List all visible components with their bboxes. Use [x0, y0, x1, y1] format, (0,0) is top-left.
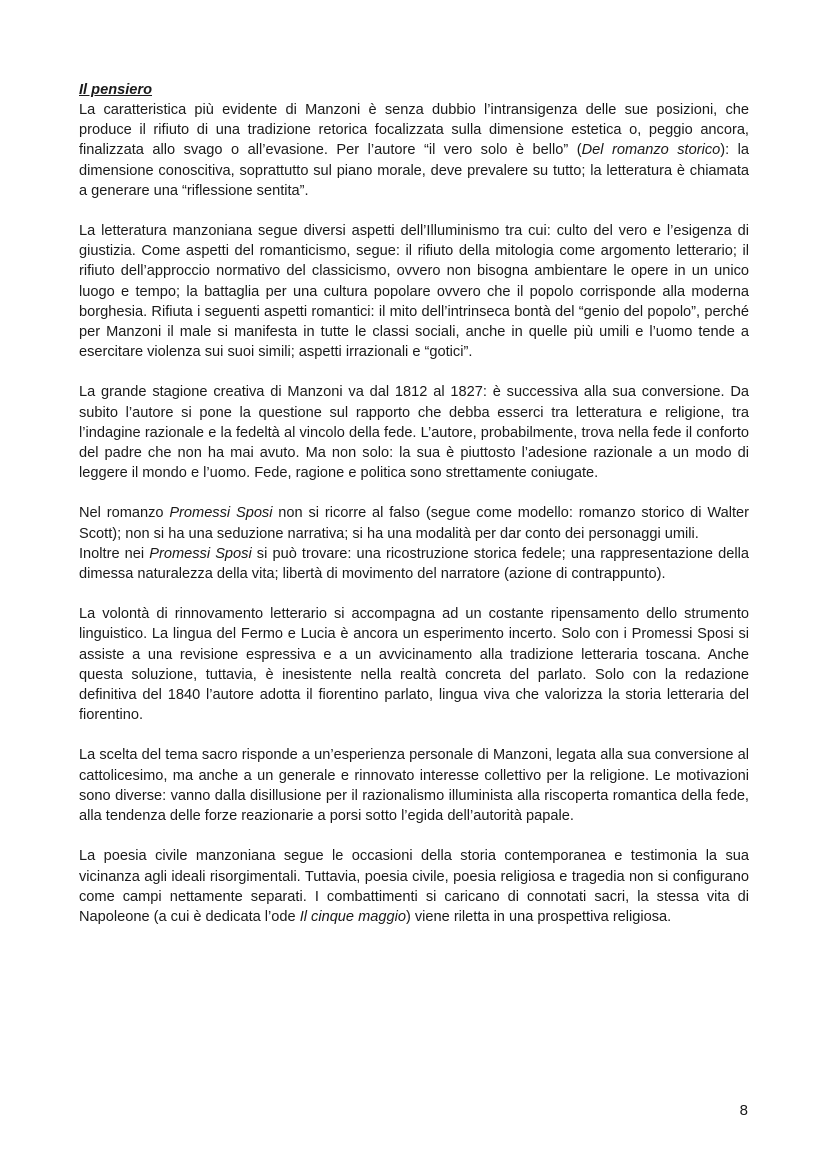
text-run: La poesia civile manzoniana segue le occasioni della storia contemporanea e testimonia la sua vicinanza agli ideali risorgimentali. Tuttavia, poesia civile, poesia religiosa e tragedia non si configurano come campi nettamente separati. I combattimenti si caricano di connotati sacri, la stessa vita di Napoleone (a cui è dedicata l’ode	[79, 848, 749, 925]
paragraph-1	[79, 100, 749, 201]
italic-title: Promessi Sposi	[169, 505, 273, 522]
paragraph-3	[79, 382, 749, 483]
paragraph-7	[79, 745, 749, 826]
paragraph-8	[79, 846, 749, 927]
paragraph-4	[79, 503, 749, 543]
paragraph-6	[79, 604, 749, 725]
text-run: ): la dimensione conoscitiva, soprattutto sul piano morale, deve prevalere su tutto; la letteratura è chiamata a generare una “riflessione sentita”.	[79, 142, 749, 199]
paragraph-5	[79, 544, 749, 584]
text-run: ) viene riletta in una prospettiva religiosa.	[405, 908, 672, 925]
section-heading: Il pensiero	[79, 82, 152, 98]
italic-title: Promessi Sposi	[149, 545, 252, 562]
text-run: La scelta del tema sacro risponde a un’esperienza personale di Manzoni, legata alla sua conversione al cattolicesimo, ma anche a un generale e rinnovato interesse collettivo per la religione. Le motivazioni sono diverse: vanno dalla disillusione per il razionalismo illuminista alla riscoperta romantica della fede, alla tendenza delle forze reazionarie a porsi sotto l’egida dell’autorità papale.	[79, 747, 749, 825]
page-number: 8	[739, 1102, 748, 1119]
text-run: non si ricorre al falso (segue come modello: romanzo storico di Walter Scott); non si ha una seduzione narrativa; si ha una modalità per dar conto dei personaggi umili.	[79, 505, 749, 542]
text-run: La grande stagione creativa di Manzoni va dal 1812 al 1827: è successiva alla sua conversione. Da subito l’autore si pone la questione sul rapporto che debba esserci tra letteratura e religione, tra l’indagine razionale e la fedeltà al vincolo della fede. L’autore, probabilmente, trova nella fede il conforto del padre che non ha mai avuto. Ma non solo: la sua è piuttosto l’adesione razionale a un modo di leggere il mondo e l’uomo. Fede, ragione e politica sono strettamente coniugate.	[79, 384, 749, 482]
text-run: La volontà di rinnovamento letterario si accompagna ad un costante ripensamento dello strumento linguistico. La lingua del Fermo e Lucia è ancora un esperimento incerto. Solo con i Promessi Sposi si assiste a una revisione espressiva e a un avvicinamento alla tradizione letteraria toscana. Anche questa soluzione, tuttavia, è inesistente nella realtà concreta del parlato. Solo con la redazione definitiva del 1840 l’autore adotta il fiorentino parlato, lingua viva che valorizza la storia letteraria del fiorentino.	[79, 606, 749, 724]
document-page	[79, 80, 749, 947]
body-text	[79, 100, 749, 927]
italic-title: Del romanzo storico	[581, 142, 721, 159]
text-run: La caratteristica più evidente di Manzoni è senza dubbio l’intransigenza delle sue posizioni, che produce il rifiuto di una tradizione retorica focalizzata sulla dimensione estetica o, peggio ancora, finalizzata allo svago o all’evasione. Per l’autore “il vero solo è bello” (	[79, 102, 749, 159]
text-run: Inoltre nei	[79, 545, 150, 562]
italic-title: Il cinque maggio	[299, 908, 406, 925]
text-run: si può trovare: una ricostruzione storica fedele; una rappresentazione della dimessa naturalezza della vita; libertà di movimento del narratore (azione di contrappunto).	[79, 545, 749, 583]
paragraph-2	[79, 221, 749, 362]
text-run: Nel romanzo	[79, 505, 170, 522]
text-run: La letteratura manzoniana segue diversi aspetti dell’Illuminismo tra cui: culto del vero e l’esigenza di giustizia. Come aspetti del romanticismo, segue: il rifiuto della mitologia come argomento letterario; il rifiuto dell’approccio normativo del classicismo, ovvero non bisogna ambientare le opere in un unico luogo e tempo; la battaglia per una cultura popolare ovvero che il popolo corrisponde alla moderna borghesia. Rifiuta i seguenti aspetti romantici: il mito dell’intrinseca bontà del “genio del popolo”, perché per Manzoni il male si manifesta in tutte le classi sociali, anche in quelle più umili e l’uomo tende a esercitare violenza sui suoi simili; aspetti irrazionali e “gotici”.	[79, 223, 749, 361]
